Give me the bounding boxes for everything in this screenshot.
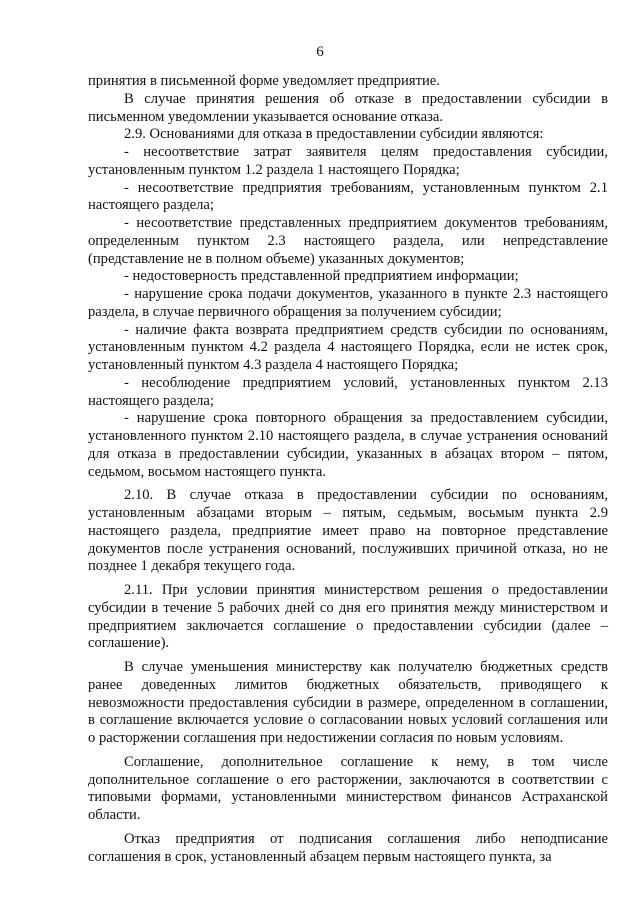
list-item-unreliable-information: - недостоверность представленной предприятием информации;: [124, 268, 519, 285]
list-item-requirements-mismatch: - несоответствие предприятия требованиям, установленным пунктом 2.1 настоящего раздела;: [88, 179, 608, 214]
page-number: 6: [316, 44, 324, 60]
paragraph-signing-refusal: Отказ предприятия от подписания соглашения либо неподписание соглашения в срок, установленный абзацем первым настоящего пункта, за: [88, 830, 608, 865]
paragraph-refusal-notice: В случае принятия решения об отказе в предоставлении субсидии в письменном уведомлении указывается основание отказа.: [88, 90, 608, 125]
paragraph-2-9-heading: 2.9. Основаниями для отказа в предоставлении субсидии являются:: [124, 126, 544, 143]
paragraph-2-10: 2.10. В случае отказа в предоставлении субсидии по основаниям, установленным абзацами вторым – пятым, седьмым, восьмым пункта 2.9 настоящего раздела, предприятие имеет право на повторное представление документов после устранения оснований, послуживших причиной отказа, но не позднее 1 декабря текущего года.: [88, 487, 608, 575]
list-item-repeat-deadline: - нарушение срока повторного обращения за предоставлением субсидии, установленного пунктом 2.10 настоящего раздела, в случае устранения оснований для отказа в предоставлении субсидии, указанных в абзацах втором – пятом, седьмом, восьмом настоящего пункта.: [88, 410, 608, 480]
paragraph-limits-reduction: В случае уменьшения министерству как получателю бюджетных средств ранее доведенных лимитов бюджетных обязательств, приводящего к невозможности предоставления субсидии в размере, определенном в соглашении, в соглашение включается условие о согласовании новых условий соглашения или о расторжении соглашения при недостижении согласия по новым условиям.: [88, 659, 608, 746]
list-item-costs-mismatch: - несоответствие затрат заявителя целям предоставления субсидии, установленным пунктом 1.2 раздела 1 настоящего Порядка;: [88, 144, 608, 178]
list-item-conditions-noncompliance: - несоблюдение предприятием условий, установленных пунктом 2.13 настоящего раздела;: [88, 374, 608, 409]
list-item-documents-mismatch: - несоответствие представленных предприятием документов требованиям, определенным пунктом 2.3 настоящего раздела, или непредставление (представление не в полном объеме) указанных документов;: [88, 215, 608, 267]
paragraph-2-11: 2.11. При условии принятия министерством решения о предоставлении субсидии в течение 5 рабочих дней со дня его принятия между министерством и предприятием заключается соглашение о предоставлении субсидии (далее – соглашение).: [88, 582, 608, 652]
list-item-subsidy-return: - наличие факта возврата предприятием средств субсидии по основаниям, установленным пунктом 4.2 раздела 4 настоящего Порядка, если не истек срок, установленный пунктом 4.3 раздела 4 настоящего Порядка;: [88, 321, 608, 373]
paragraph-agreement-forms: Соглашение, дополнительное соглашение к нему, в том числе дополнительное соглашение о его расторжении, заключаются в соответствии с типовыми формами, установленными министерством финансов Астраханской области.: [88, 753, 608, 823]
list-item-deadline-violation: - нарушение срока подачи документов, указанного в пункте 2.3 настоящего раздела, в случае первичного обращения за получением субсидии;: [88, 286, 608, 320]
document-body: [88, 73, 608, 866]
paragraph-continuation: принятия в письменной форме уведомляет предприятие.: [88, 73, 440, 89]
